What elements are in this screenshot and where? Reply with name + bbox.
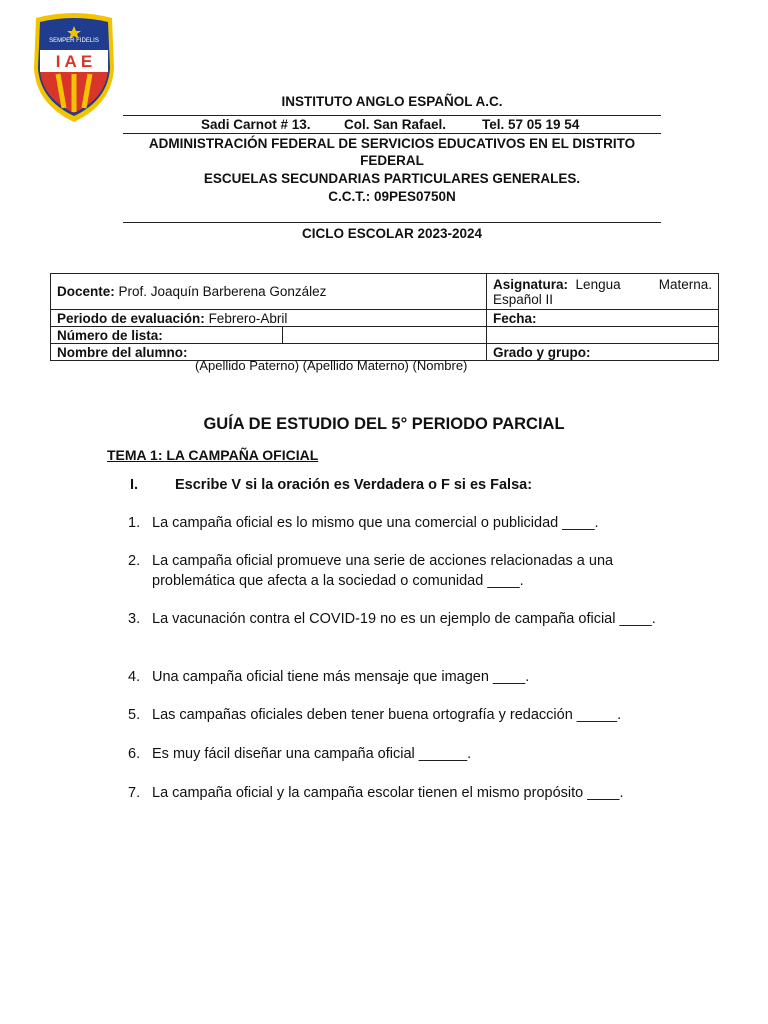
school-cycle: CICLO ESCOLAR 2023-2024 <box>301 226 483 241</box>
colony: Col. San Rafael. <box>344 117 447 132</box>
numero-lista-label: Número de lista: <box>51 327 283 344</box>
periodo-label: Periodo de evaluación: <box>57 310 205 326</box>
docente-label: Docente: <box>57 284 115 299</box>
fecha-cell[interactable] <box>487 310 719 327</box>
phone: Tel. 57 05 19 54 <box>482 117 580 132</box>
docente-value: Prof. Joaquín Barberena González <box>118 284 327 299</box>
question-text: Es muy fácil diseñar una campaña oficial ______. <box>152 746 472 762</box>
school-crest-logo <box>28 12 120 124</box>
question-number: 7. <box>128 785 141 801</box>
question-text: Una campaña oficial tiene más mensaje que imagen ____. <box>152 669 530 685</box>
address: Sadi Carnot # 13. <box>201 117 311 132</box>
logo-motto: SEMPER FIDELIS <box>49 38 99 44</box>
question-item <box>128 514 658 534</box>
question-item <box>128 745 658 765</box>
question-text: La campaña oficial y la campaña escolar tienen el mismo propósito ____. <box>152 785 624 801</box>
question-item <box>128 706 658 726</box>
question-number: 6. <box>128 746 141 762</box>
student-info-table <box>50 273 719 361</box>
question-number: 2. <box>128 553 141 569</box>
question-number: 4. <box>128 669 141 685</box>
periodo-cell <box>51 310 487 327</box>
institution-name: INSTITUTO ANGLO ESPAÑOL A.C. <box>281 94 503 109</box>
header-rule-top <box>123 115 661 116</box>
topic-heading: TEMA 1: LA CAMPAÑA OFICIAL <box>107 447 319 463</box>
logo-text: I A E <box>55 52 93 71</box>
question-text: La vacunación contra el COVID-19 no es un ejemplo de campaña oficial ____. <box>152 611 656 627</box>
question-item <box>128 668 658 688</box>
section-instruction: Escribe V si la oración es Verdadera o F si es Falsa: <box>175 477 533 493</box>
asignatura-value-c: Español II <box>493 291 554 307</box>
question-item <box>128 552 658 591</box>
section-number: I. <box>130 477 139 493</box>
asignatura-cell <box>487 274 719 310</box>
fecha-label: Fecha: <box>493 310 537 326</box>
admin-line-1: ADMINISTRACIÓN FEDERAL DE SERVICIOS EDUCATIVOS EN EL DISTRITO <box>148 136 636 151</box>
question-number: 5. <box>128 707 141 723</box>
asignatura-value-a: Lengua <box>575 276 621 292</box>
numero-lista-field[interactable] <box>283 327 487 344</box>
schools-line: ESCUELAS SECUNDARIAS PARTICULARES GENERALES. <box>203 171 581 186</box>
admin-line-2: FEDERAL <box>360 153 424 168</box>
header-rule-bottom <box>123 133 661 134</box>
question-text: Las campañas oficiales deben tener buena ortografía y redacción _____. <box>152 707 622 723</box>
question-number: 3. <box>128 611 141 627</box>
periodo-value: Febrero-Abril <box>208 310 288 326</box>
guide-title: GUÍA DE ESTUDIO DEL 5° PERIODO PARCIAL <box>203 415 565 433</box>
grado-grupo-field[interactable]: Grado y grupo: <box>487 344 719 361</box>
cct-line: C.C.T.: 09PES0750N <box>328 189 456 204</box>
nombre-hint: (Apellido Paterno) (Apellido Materno) (Nombre) <box>195 358 468 373</box>
question-number: 1. <box>128 515 141 531</box>
cycle-rule <box>123 222 661 223</box>
question-item <box>128 610 658 630</box>
question-item <box>128 784 658 804</box>
question-text: La campaña oficial es lo mismo que una comercial o publicidad ____. <box>152 515 599 531</box>
docente-cell <box>51 274 487 310</box>
question-text: La campaña oficial promueve una serie de acciones relacionadas a una problemática que afecta a la sociedad o comunidad ____. <box>152 553 614 589</box>
asignatura-value-b: Materna. <box>658 276 713 292</box>
asignatura-label: Asignatura: <box>493 276 569 292</box>
empty-cell <box>487 327 719 344</box>
nombre-alumno-field[interactable]: Nombre del alumno: <box>51 344 487 361</box>
